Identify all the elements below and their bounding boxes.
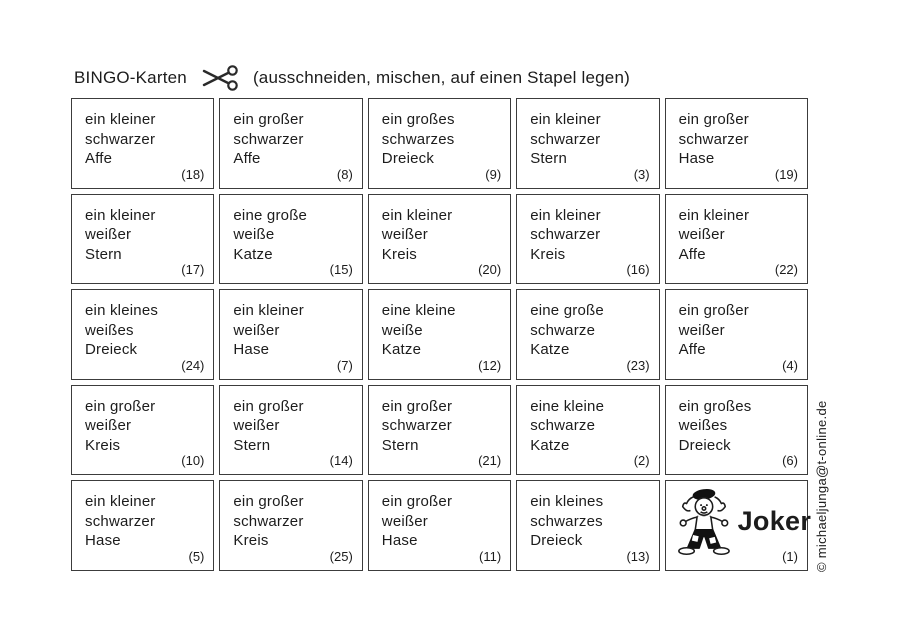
card-line: schwarzer	[530, 130, 601, 148]
card-line: weißer	[678, 226, 725, 244]
card-text	[85, 397, 155, 456]
card-line: Katze	[233, 245, 273, 263]
bingo-card	[368, 289, 511, 380]
card-line: eine kleine	[381, 302, 456, 320]
card-line: schwarzer	[530, 226, 601, 244]
card-text	[530, 110, 601, 169]
bingo-card	[665, 98, 808, 189]
card-text	[679, 110, 749, 169]
card-number: (14)	[329, 453, 353, 469]
card-line: schwarzer	[233, 130, 304, 148]
card-line: ein großer	[233, 397, 304, 415]
card-number: (5)	[188, 548, 205, 564]
copyright-vertical-text: © michaeljunga@t-online.de	[814, 400, 829, 572]
card-text	[679, 397, 752, 456]
card-line: schwarzes	[530, 512, 603, 530]
card-line: eine große	[233, 206, 308, 224]
card-line: ein großer	[381, 493, 453, 511]
card-line: weißes	[678, 417, 728, 435]
card-line: Stern	[530, 150, 568, 167]
bingo-card	[665, 289, 808, 380]
bingo-card	[219, 194, 362, 285]
bingo-card	[219, 385, 362, 476]
card-line: Dreieck	[85, 341, 138, 359]
card-line: Kreis	[530, 245, 566, 263]
page-title: BINGO-Karten	[74, 68, 187, 87]
card-line: schwarzer	[85, 130, 156, 148]
card-number: (22)	[774, 262, 798, 278]
card-number: (6)	[782, 453, 798, 469]
card-text	[530, 492, 603, 551]
card-line: Kreis	[381, 245, 417, 263]
bingo-card	[516, 98, 659, 189]
bingo-card	[516, 480, 659, 571]
card-line: schwarzes	[381, 130, 455, 148]
bingo-card	[219, 480, 362, 571]
card-line: Katze	[381, 341, 422, 359]
card-number: (19)	[774, 166, 798, 182]
card-line: ein kleines	[85, 302, 159, 320]
card-number: (24)	[181, 357, 205, 373]
card-number: (8)	[336, 166, 353, 182]
card-number: (15)	[329, 262, 353, 278]
bingo-card	[71, 289, 214, 380]
joker-label: Joker	[737, 506, 812, 537]
bingo-card	[71, 98, 214, 189]
card-text	[679, 206, 750, 265]
card-line: ein großer	[678, 302, 749, 320]
bingo-card	[665, 194, 808, 285]
card-line: ein großer	[233, 111, 304, 128]
card-line: Dreieck	[530, 532, 583, 550]
card-number: (1)	[782, 548, 798, 564]
card-line: ein großer	[678, 111, 749, 128]
card-line: schwarzer	[233, 512, 304, 530]
card-line: Hase	[233, 341, 270, 359]
card-number: (23)	[626, 357, 650, 373]
bingo-card	[368, 98, 511, 189]
card-line: Katze	[530, 436, 570, 454]
card-number: (2)	[633, 453, 650, 469]
card-number: (9)	[485, 166, 502, 182]
card-line: Stern	[85, 245, 122, 263]
card-line: Katze	[530, 341, 570, 359]
bingo-card	[219, 98, 362, 189]
card-line: ein großer	[233, 493, 304, 511]
card-number: (10)	[181, 453, 205, 469]
bingo-card	[368, 385, 511, 476]
header	[74, 64, 630, 92]
card-line: ein kleiner	[233, 302, 304, 320]
card-number: (7)	[336, 357, 353, 373]
card-line: eine kleine	[530, 397, 605, 415]
card-line: weißer	[233, 417, 280, 435]
card-text	[382, 301, 456, 360]
card-text	[530, 206, 601, 265]
card-line: schwarze	[530, 321, 596, 339]
card-text	[233, 301, 304, 360]
card-number: (25)	[329, 548, 353, 564]
card-line: Affe	[678, 341, 706, 359]
card-line: schwarzer	[381, 417, 452, 435]
card-line: Stern	[381, 436, 419, 454]
card-line: Hase	[85, 532, 121, 550]
card-text	[382, 110, 455, 169]
card-text	[85, 110, 156, 169]
card-text	[233, 397, 303, 456]
card-number: (17)	[181, 262, 205, 278]
bingo-card	[516, 194, 659, 285]
card-text	[530, 301, 604, 360]
card-line: weißer	[233, 321, 280, 339]
bingo-card	[368, 480, 511, 571]
bingo-card	[368, 194, 511, 285]
card-text	[233, 206, 307, 265]
bingo-card	[219, 289, 362, 380]
bingo-card	[71, 194, 214, 285]
card-line: weiße	[233, 226, 275, 244]
joker-row	[674, 487, 812, 556]
card-number: (13)	[626, 548, 650, 564]
card-text	[382, 397, 452, 456]
card-line: Affe	[233, 150, 261, 167]
card-line: weißer	[381, 226, 429, 244]
card-line: ein kleiner	[530, 206, 601, 224]
card-line: ein kleiner	[85, 493, 156, 511]
card-line: Hase	[381, 532, 418, 550]
card-number: (18)	[181, 166, 205, 182]
card-line: schwarzer	[678, 130, 749, 148]
card-line: Kreis	[233, 532, 269, 550]
card-line: ein kleines	[530, 493, 604, 511]
card-line: Affe	[85, 150, 113, 167]
card-line: Stern	[233, 436, 271, 454]
card-line: weißer	[678, 321, 725, 339]
card-line: ein kleiner	[530, 111, 601, 128]
card-line: ein kleiner	[678, 206, 750, 224]
card-number: (4)	[782, 357, 798, 373]
card-number: (11)	[479, 548, 502, 564]
card-line: ein großer	[85, 397, 156, 415]
card-line: weißer	[85, 417, 132, 435]
card-text	[530, 397, 604, 456]
bingo-card	[516, 289, 659, 380]
card-line: weißer	[85, 226, 132, 244]
card-line: ein großer	[381, 397, 453, 415]
page-subtitle: (ausschneiden, mischen, auf einen Stapel legen)	[252, 68, 630, 87]
card-number: (16)	[626, 262, 650, 278]
card-text	[233, 110, 303, 169]
card-text	[382, 206, 453, 265]
card-line: ein großes	[678, 397, 752, 415]
card-text	[85, 206, 156, 265]
card-number: (3)	[633, 166, 650, 182]
card-line: Dreieck	[678, 436, 731, 454]
card-text	[679, 301, 749, 360]
card-text	[382, 492, 452, 551]
bingo-card	[516, 385, 659, 476]
card-number: (20)	[478, 262, 502, 278]
bingo-card	[71, 385, 214, 476]
bingo-grid	[71, 98, 812, 571]
scissors-icon	[201, 64, 241, 92]
joker-clown-icon	[674, 487, 732, 557]
card-text	[85, 492, 156, 551]
card-number: (12)	[478, 357, 502, 373]
card-line: weißer	[381, 512, 429, 530]
card-line: ein kleiner	[85, 111, 156, 128]
bingo-card	[665, 385, 808, 476]
card-text	[85, 301, 158, 360]
card-text	[233, 492, 303, 551]
card-line: Hase	[678, 150, 715, 167]
card-line: schwarze	[530, 417, 596, 435]
card-line: Dreieck	[381, 150, 435, 167]
card-number: (21)	[478, 453, 502, 469]
card-line: weiße	[381, 321, 423, 339]
card-line: Affe	[678, 245, 706, 263]
card-line: eine große	[530, 302, 604, 320]
card-line: Kreis	[85, 436, 121, 454]
card-line: ein kleiner	[85, 206, 156, 224]
card-line: ein großes	[381, 111, 455, 128]
bingo-card-joker	[665, 480, 812, 571]
card-line: weißes	[85, 321, 134, 339]
card-line: schwarzer	[85, 512, 156, 530]
card-line: ein kleiner	[381, 206, 453, 224]
bingo-card	[71, 480, 214, 571]
